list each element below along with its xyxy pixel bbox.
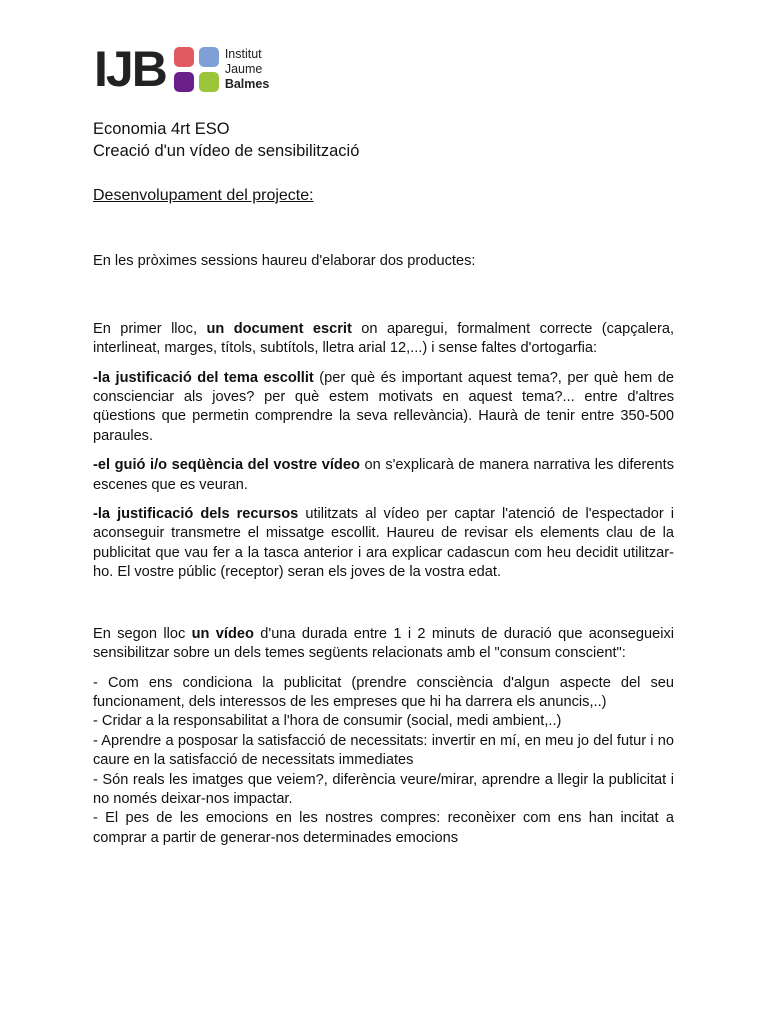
- logo-mark: IJB: [94, 41, 166, 97]
- topic-item: - El pes de les emocions en les nostres compres: reconèixer com ens han incitat a comprar a partir de generar-nos determinades emocions: [93, 810, 674, 846]
- requirement-script-text: on s'explicarà de manera narrativa les diferents escenes que es veuran.: [93, 457, 674, 493]
- topic-item: - Són reals les imatges que veiem?, diferència veure/mirar, aprendre a llegir la publicitat i no només deixar-nos impactar.: [93, 771, 674, 807]
- second-product-lead: En segon lloc: [93, 625, 192, 642]
- logo-text-line3: Balmes: [224, 76, 270, 91]
- logo-text-line1: Institut: [224, 46, 262, 61]
- logo-squares: [174, 47, 219, 92]
- requirement-topic-text: (per què és important aquest tema?, per què hem de conscienciar als joves? per què estem motivats en aquest tema?... entre d'altres qüestions que permetin comprendre la seva rellevància). Haurà de tenir entre 350-500 paraules.: [93, 369, 674, 444]
- requirement-topic-justification: [93, 369, 674, 447]
- requirement-topic-bold: -la justificació del tema escollit: [93, 369, 314, 386]
- intro-paragraph: En les pròximes sessions haureu d'elaborar dos productes:: [93, 253, 476, 270]
- second-product-paragraph: [93, 625, 674, 664]
- first-product-paragraph: [93, 320, 674, 359]
- second-product-bold: un vídeo: [191, 625, 254, 642]
- topic-item: - Cridar a la responsabilitat a l'hora de consumir (social, medi ambient,..): [93, 713, 562, 730]
- requirement-resources-text: utilitzats al vídeo per captar l'atenció de l'espectador i aconseguir transmetre el missatge escollit. Haureu de revisar els elements clau de la publicitat que vau fer a la tasca anterior i ara explicar cadascun com heu decidit utilitzar-ho. El vostre públic (receptor) seran els joves de la vostra edat.: [93, 506, 674, 581]
- document-body: [93, 118, 674, 848]
- requirement-script: [93, 456, 674, 495]
- logo-text: [225, 47, 269, 92]
- requirement-script-bold: -el guió i/o seqüència del vostre vídeo: [93, 457, 360, 474]
- logo-square-green: [199, 72, 219, 92]
- requirement-resources: [93, 505, 674, 583]
- requirement-resources-bold: -la justificació dels recursos: [93, 506, 299, 523]
- first-product-lead: En primer lloc,: [93, 320, 207, 337]
- section-heading: Desenvolupament del projecte:: [93, 187, 314, 204]
- topic-list: [93, 674, 674, 849]
- logo-square-red: [174, 47, 194, 67]
- document-title-line2: Creació d'un vídeo de sensibilització: [93, 142, 360, 160]
- logo-square-purple: [174, 72, 194, 92]
- logo-text-line2: Jaume: [224, 61, 263, 76]
- school-logo: [94, 41, 270, 97]
- first-product-bold: un document escrit: [206, 320, 352, 337]
- logo-square-blue: [199, 47, 219, 67]
- topic-item: - Com ens condiciona la publicitat (prendre consciència d'algun aspecte del seu funcionament, dels interessos de les empreses que hi ha darrera els anuncis,..): [93, 674, 674, 710]
- document-title-line1: Economia 4rt ESO: [93, 120, 230, 138]
- second-product-rest: d'una durada entre 1 i 2 minuts de duració que aconsegueixi sensibilitzar sobre un dels temes següents relacionats amb el "consum conscient":: [93, 625, 674, 662]
- first-product-rest: on aparegui, formalment correcte (capçalera, interlineat, marges, títols, subtítols, lletra arial 12,...) i sense faltes d'ortogarfia:: [93, 320, 675, 357]
- topic-item: - Aprendre a posposar la satisfacció de necessitats: invertir en mí, en meu jo del futur i no caure en la satisfacció de necessitats immediates: [93, 732, 674, 769]
